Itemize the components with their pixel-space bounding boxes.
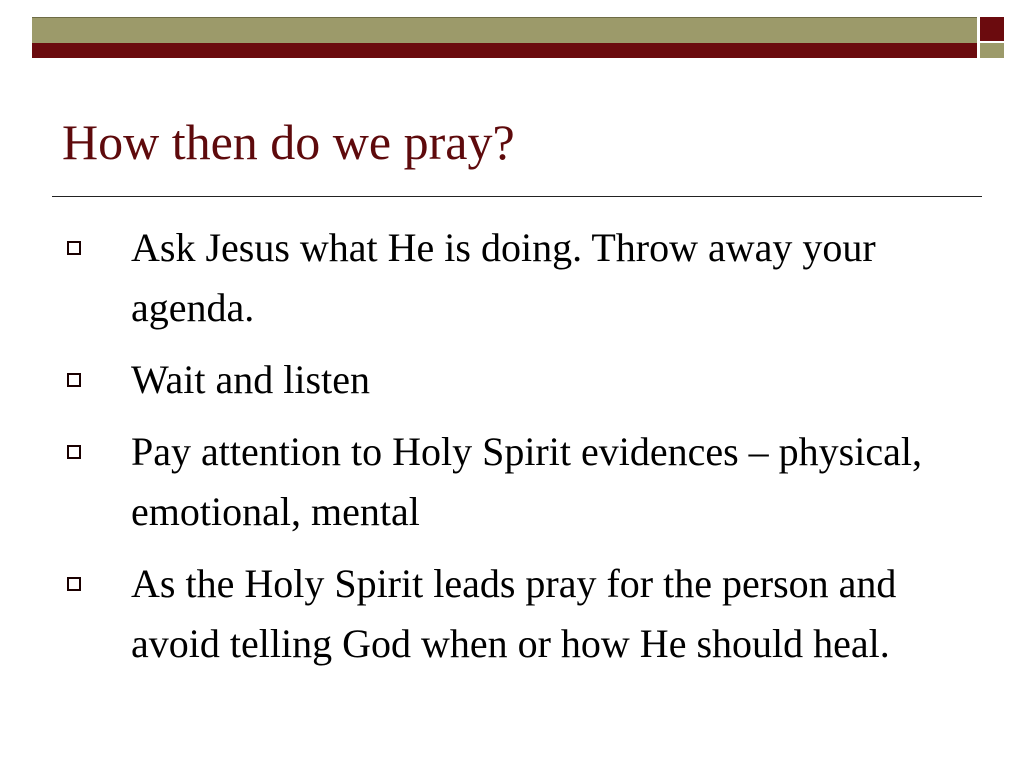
bullet-text: Pay attention to Holy Spirit evidences – physical, emotional, mental bbox=[131, 429, 922, 534]
bullet-item bbox=[0, 218, 1024, 338]
bullet-item bbox=[0, 554, 1024, 674]
header-banner-olive bbox=[32, 17, 977, 43]
hollow-square-icon bbox=[67, 577, 81, 591]
slide-title: How then do we pray? bbox=[62, 114, 515, 170]
hollow-square-icon bbox=[67, 241, 81, 255]
corner-square-olive bbox=[980, 43, 1004, 58]
corner-square-maroon bbox=[980, 17, 1004, 41]
header-banner-maroon bbox=[32, 43, 977, 58]
hollow-square-icon bbox=[67, 445, 81, 459]
hollow-square-icon bbox=[67, 373, 81, 387]
bullet-text: Ask Jesus what He is doing. Throw away your agenda. bbox=[131, 225, 876, 330]
bullet-item bbox=[0, 350, 1024, 410]
bullet-text: Wait and listen bbox=[131, 357, 370, 402]
bullet-text: As the Holy Spirit leads pray for the person and avoid telling God when or how He should heal. bbox=[131, 561, 897, 666]
bullet-list bbox=[0, 218, 1024, 686]
title-divider bbox=[52, 196, 982, 197]
bullet-item bbox=[0, 422, 1024, 542]
